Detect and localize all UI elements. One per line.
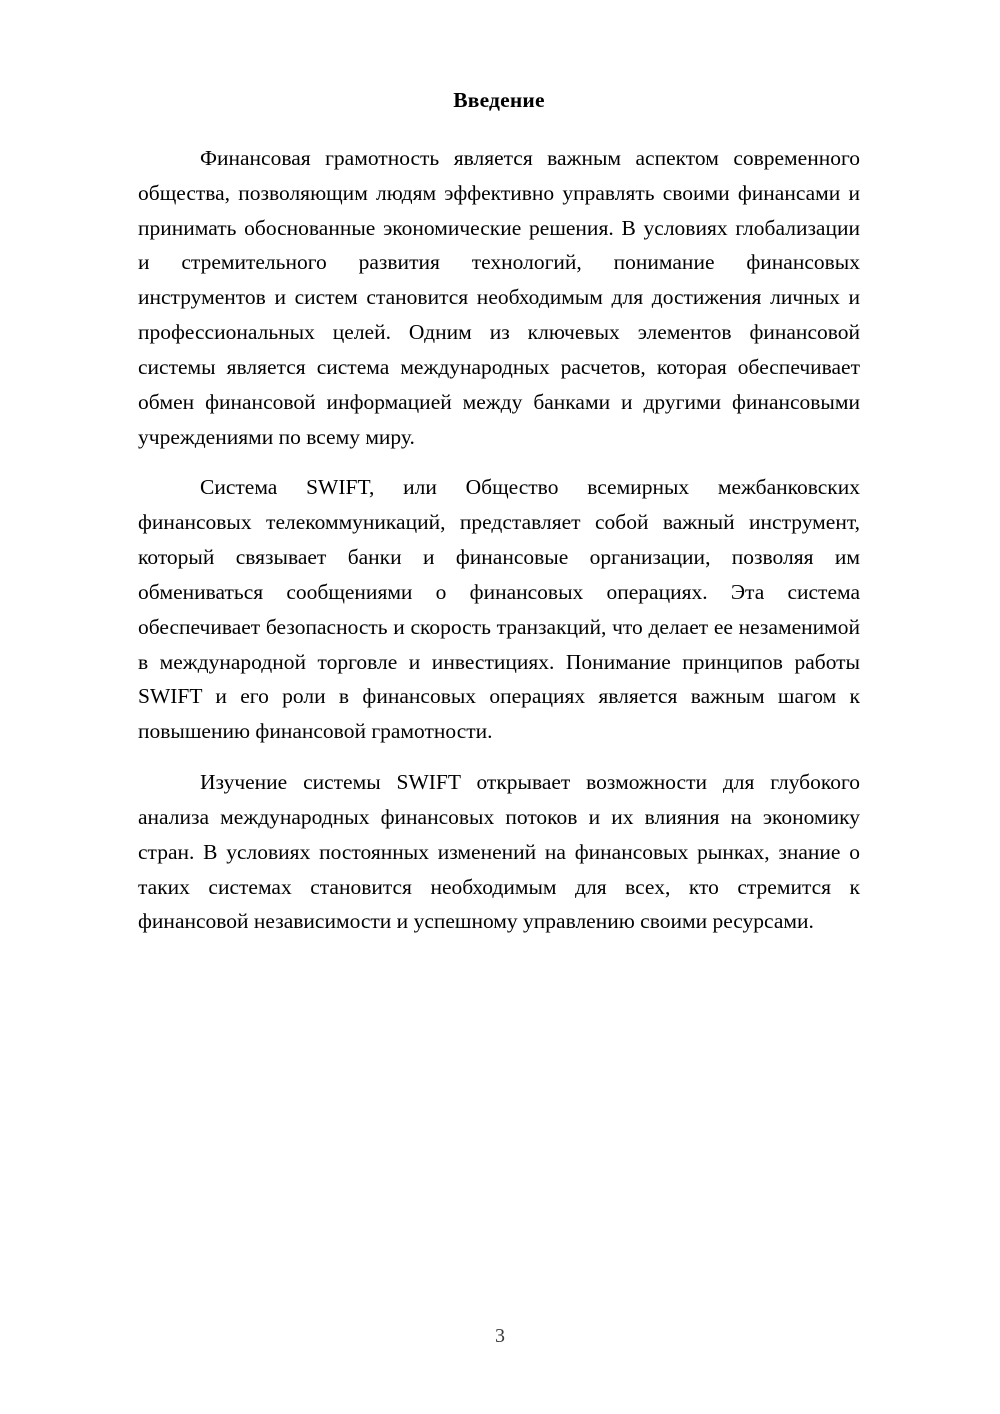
page-title: Введение [453, 88, 545, 112]
page-number: 3 [495, 1325, 505, 1347]
paragraph-1: Финансовая грамотность является важным аспектом современного общества, позволяющим людям эффективно управлять своими финансами и принимать обоснованные экономические решения. В условиях глобализации и стремительного развития технологий, понимание финансовых инструментов и систем становится необходимым для достижения личных и профессиональных целей. Одним из ключевых элементов финансовой системы является система международных расчетов, которая обеспечивает обмен финансовой информацией между банками и другими финансовыми учреждениями по всему миру. [138, 146, 860, 449]
paragraph-2: Система SWIFT, или Общество всемирных межбанковских финансовых телекоммуникаций, представляет собой важный инструмент, который связывает банки и финансовые организации, позволяя им обмениваться сообщениями о финансовых операциях. Эта система обеспечивает безопасность и скорость транзакций, что делает ее незаменимой в международной торговле и инвестициях. Понимание принципов работы SWIFT и его роли в финансовых операциях является важным шагом к повышению финансовой грамотности. [138, 475, 860, 744]
paragraph-3: Изучение системы SWIFT открывает возможности для глубокого анализа международных финансовых потоков и их влияния на экономику стран. В условиях постоянных изменений на финансовых рынках, знание о таких системах становится необходимым для всех, кто стремится к финансовой независимости и успешному управлению своими ресурсами. [138, 770, 860, 934]
